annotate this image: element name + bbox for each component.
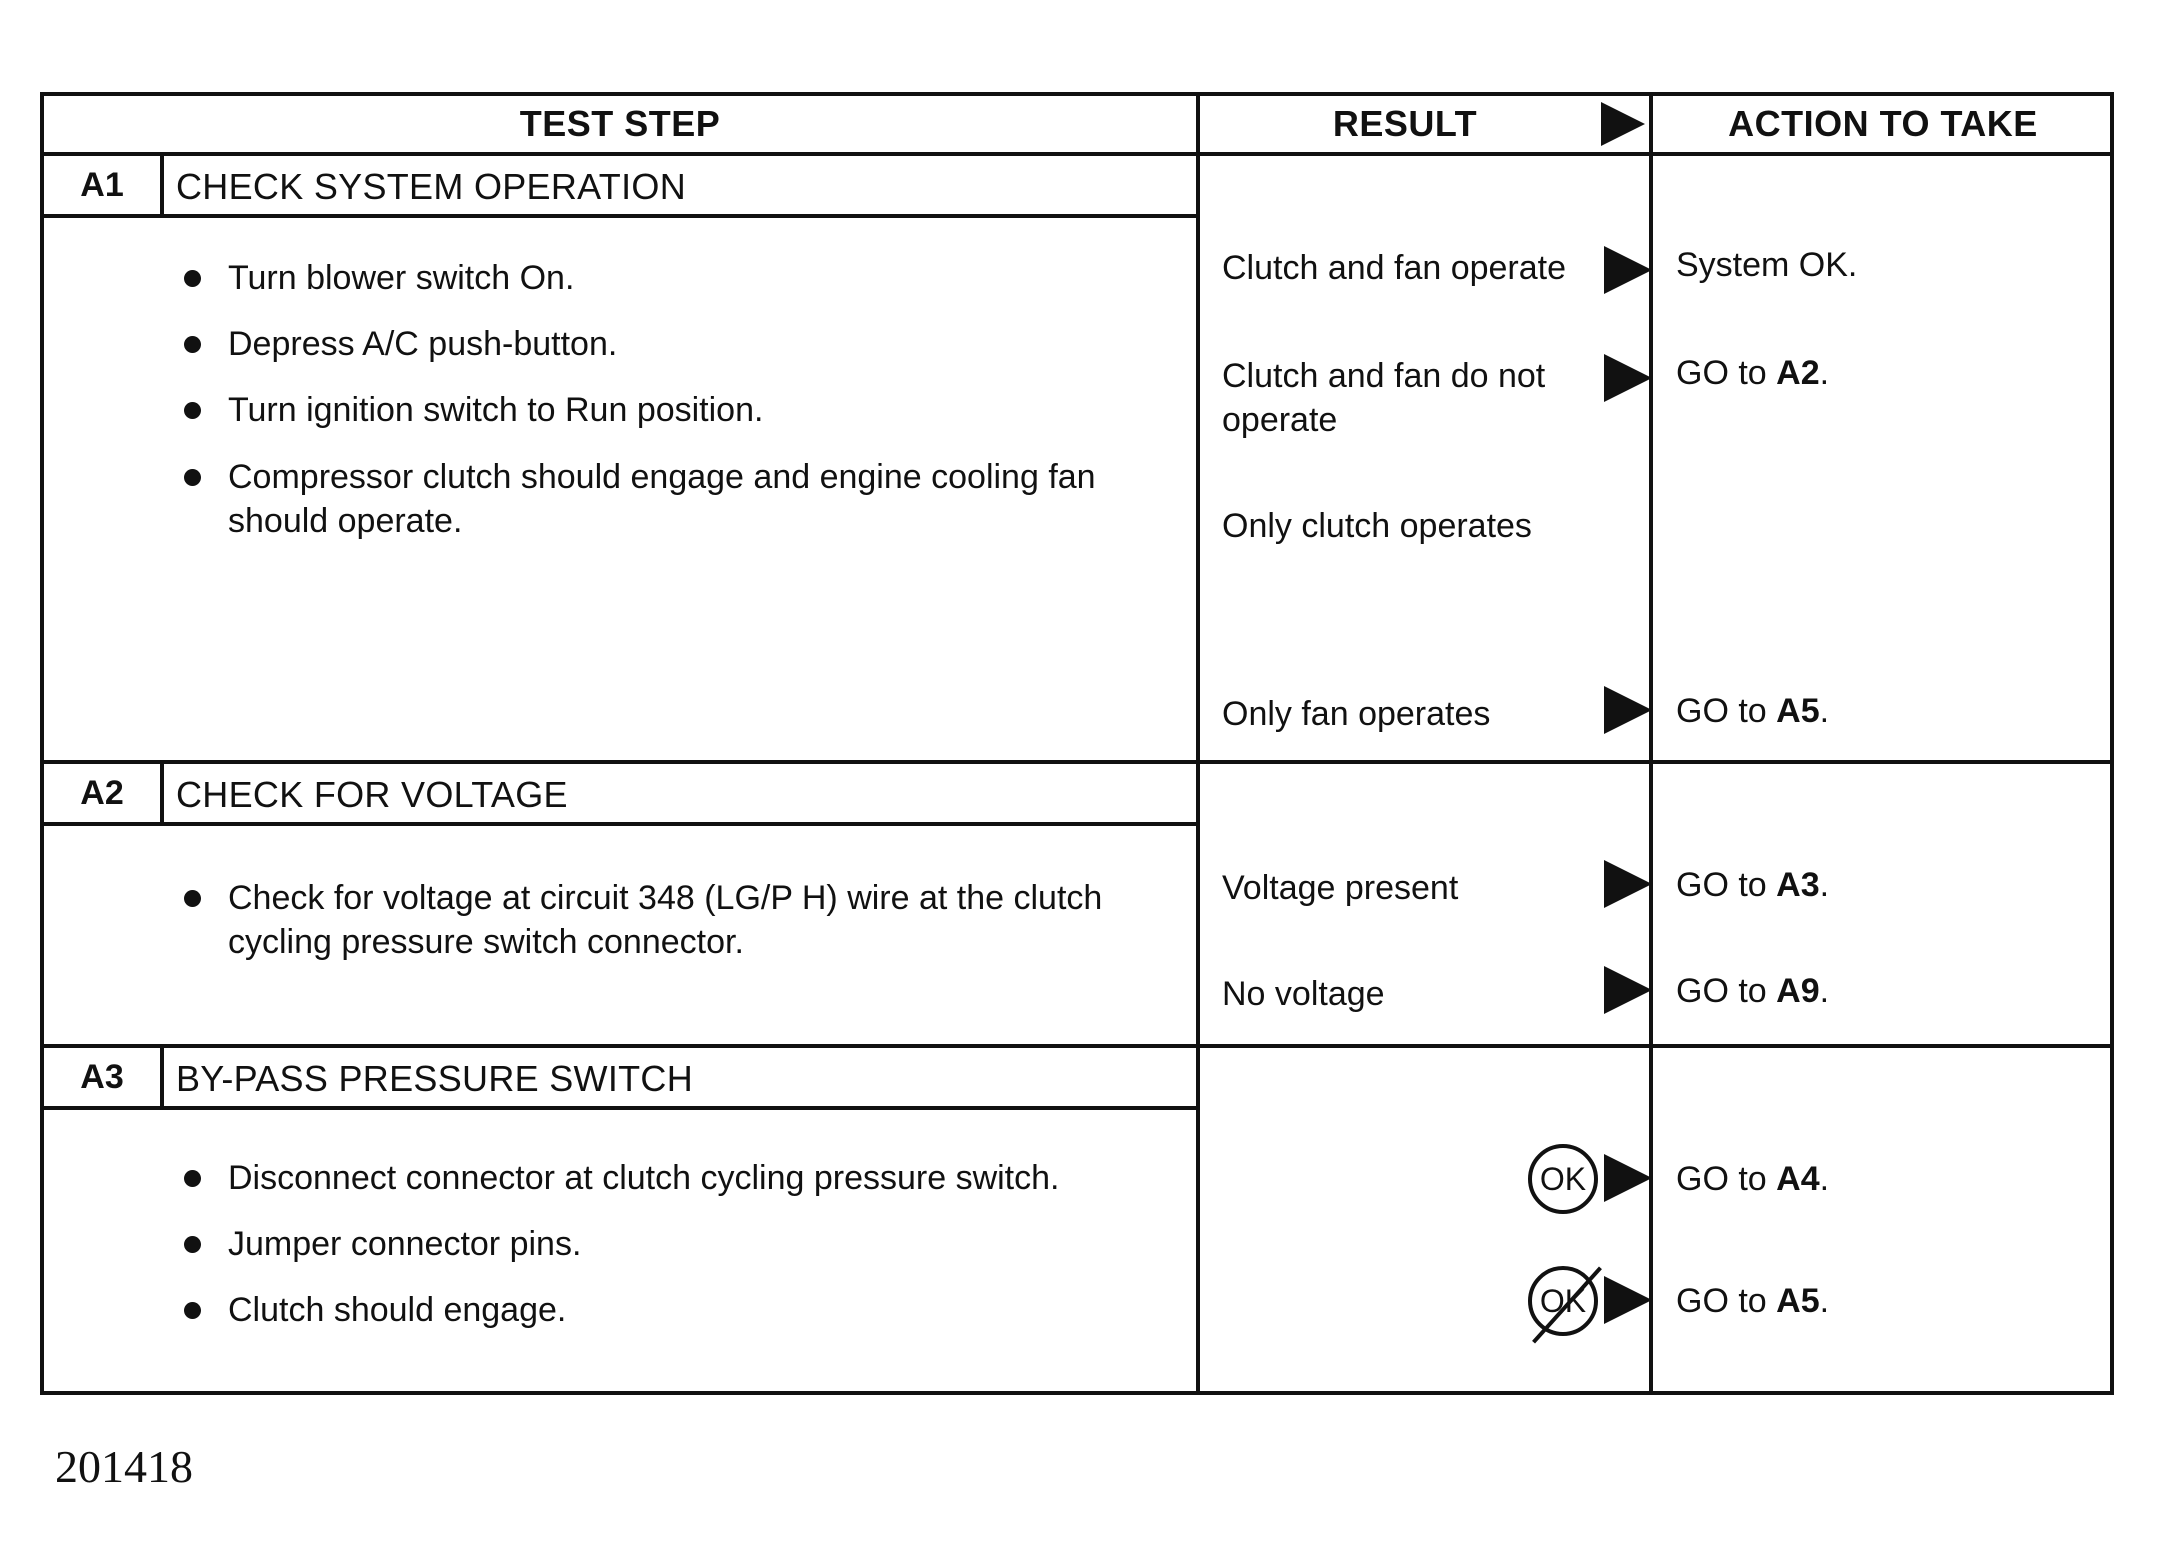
action-a2-1: GO to A3. [1676,866,1830,904]
bullet-icon [184,1302,201,1319]
bullet-item: Turn ignition switch to Run position. [184,388,1164,432]
result-a2-1: Voltage present [1222,869,1459,907]
result-arrow-icon [1604,860,1652,908]
step-title-a3: BY-PASS PRESSURE SWITCH [176,1058,694,1099]
result-a1-1: Clutch and fan operate [1222,249,1567,287]
step-id-a2: A2 [44,764,164,826]
result-a2-2: No voltage [1222,975,1385,1013]
step-bullets-a3 [184,1156,1164,1355]
step-title-underline-a2 [164,822,1196,826]
step-bullets-a2 [184,876,1164,986]
bullet-item: Depress A/C push-button. [184,322,1164,366]
step-title-a1: CHECK SYSTEM OPERATION [176,166,687,207]
bullet-item: Jumper connector pins. [184,1222,1164,1266]
step-title-underline-a3 [164,1106,1196,1110]
bullet-icon [184,336,201,353]
result-a1-2: Clutch and fan do not operate [1222,357,1546,440]
bullet-icon [184,1170,201,1187]
bullet-item: Compressor clutch should engage and engine cooling fan should operate. [184,455,1164,543]
bullet-item: Check for voltage at circuit 348 (LG/P H) wire at the clutch cycling pressure switch connector. [184,876,1164,964]
step-id-a3: A3 [44,1048,164,1110]
figure-number: 201418 [55,1441,193,1492]
diagnostic-table [40,92,2114,1395]
result-arrow-icon [1604,246,1652,294]
step-id-a1: A1 [44,156,164,218]
action-a3-1: GO to A4. [1676,1160,1830,1198]
not-ok-icon: OK [1528,1266,1598,1336]
bullet-icon [184,890,201,907]
column-divider-result [1196,96,1200,1391]
step-title-a2: CHECK FOR VOLTAGE [176,774,568,815]
action-a3-2: GO to A5. [1676,1282,1830,1320]
header-action: ACTION TO TAKE [1728,103,2038,144]
result-a1-3: Only clutch operates [1222,507,1532,545]
action-a1-2: GO to A2. [1676,354,1830,392]
step-bullets-a1 [184,256,1164,565]
result-arrow-icon [1604,1276,1652,1324]
header-arrow-icon [1601,102,1645,146]
result-arrow-icon [1604,1154,1652,1202]
bullet-icon [184,469,201,486]
action-a2-2: GO to A9. [1676,972,1830,1010]
header-test-step: TEST STEP [519,103,721,144]
bullet-icon [184,270,201,287]
result-arrow-icon [1604,354,1652,402]
bullet-item: Clutch should engage. [184,1288,1164,1332]
result-arrow-icon [1604,686,1652,734]
action-a1-1: System OK. [1676,246,1858,284]
bullet-item: Turn blower switch On. [184,256,1164,300]
result-arrow-icon [1604,966,1652,1014]
action-a1-4: GO to A5. [1676,692,1830,730]
ok-icon: OK [1528,1144,1598,1214]
bullet-icon [184,402,201,419]
bullet-item: Disconnect connector at clutch cycling pressure switch. [184,1156,1164,1200]
bullet-icon [184,1236,201,1253]
result-a1-4: Only fan operates [1222,695,1491,733]
header-result: RESULT [1332,103,1478,144]
step-title-underline-a1 [164,214,1196,218]
